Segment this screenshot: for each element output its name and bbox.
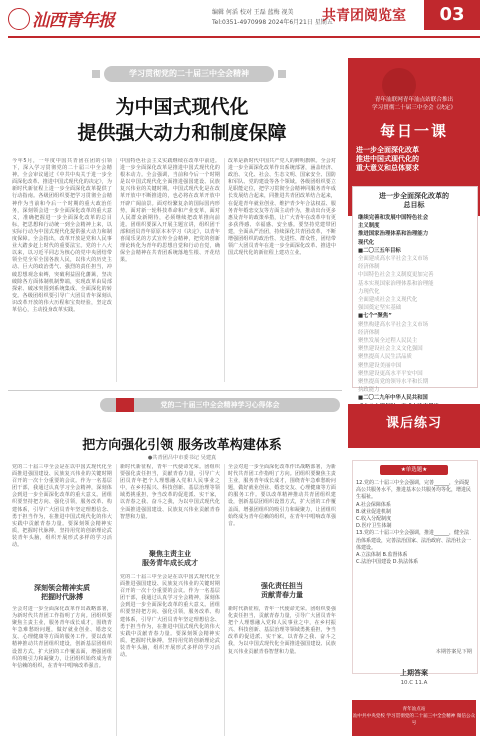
- daily-lesson-item: 现代化: [358, 239, 375, 246]
- article2-column-1b: 全会对进一步全面深化改革作出战略部署，为新时代共青团工作指明了方向。团组织要聚焦主责主业，服务青年成长成才，围绕青年急难愁盼问题，做好就业创业、婚恋交友、心理健康等方面的服务工作。要以改革精神推动共青团组织建设，创新基层团组织设置方式，扩大团的工作覆盖面，增强团组织的吸引力和凝聚力，让团组织始终成为青年信赖的组织，在青年中唱响改革强音。: [12, 606, 112, 669]
- daily-lesson-theme: 进一步全面深化改革 推进中国式现代化的 重大意义和总体要求: [356, 146, 419, 172]
- section-title: 共青团阅览室: [322, 8, 406, 24]
- quiz-questions: 12.党的二十届三中全会强调，完善______，全面提高公共服务水平，推进基本公共服务均等化，增进民生福祉。 A.社会保障体系 B.就业促进机制 C.收入分配制度 D.医疗卫生体制 13.党的二十届三中全会强调，推进______，健全法治体系建设，完善法治国家、法治政府、法治社会一体建设。 A.立法体制 B.监督体系 C.法治中国建设 D.执法体系: [356, 480, 472, 566]
- daily-lesson-item: 聚焦建设社会主义文化强国: [358, 346, 423, 353]
- daily-lesson-item: ■二〇二九年中华人民共和国: [358, 395, 428, 402]
- article2-banner-tag: [116, 398, 134, 412]
- daily-lesson-item: 聚焦提高党的领导水平和长期: [358, 379, 429, 386]
- article2-column-3: 全会对进一步全面深化改革作出战略部署，为新时代共青团工作指明了方向。团组织要聚焦主责主业，服务青年成长成才，围绕青年急难愁盼问题，做好就业创业、婚恋交友、心理健康等方面的服务工作。要以改革精神推动共青团组织建设，创新基层团组织设置方式，扩大团的工作覆盖面，增强团组织的吸引力和凝聚力，让团组织始终成为青年信赖的组织，在青年中唱响改革强音。: [228, 464, 336, 527]
- daily-lesson-item: 强国奠定坚实基础: [358, 305, 402, 312]
- daily-lesson-item: 中国特色社会主义制度更加完善: [358, 272, 434, 279]
- article1-column-1: 今年5月，一年度中国共青团在团的引领下，深入学习贯彻党的二十届三中全会精神。全会审议通过《中共中央关于进一步全面深化改革、推进中国式现代化的决定》，为新时代新征程上进一步全面深化改革提供了行动指南。各级团组织要把学习贯彻全会精神作为当前和今后一个时期的重大政治任务，深刻领会进一步全面深化改革的重大意义，准确把握进一步全面深化改革的总目标，把思想和行动统一到全会精神上来，以实际行动为中国式现代化提供强大动力和制度保障。全会指出，改革开放是党和人民事业大踏步赶上时代的重要法宝。党的十八大以来，以习近平同志为核心的党中央团结带领全党全军全国各族人民，以伟大的历史主动、巨大的政治勇气、强烈的责任担当，冲破思想观念束缚，突破利益固化藩篱，坚决破除各方面体制机制弊端，实现改革由局部探索、破冰突围到系统集成、全面深化的转变。各级团组织要引导广大团员青年深刻认识改革开放的伟大历程和宝贵经验，坚定改革信心，主动投身改革实践。: [12, 158, 112, 313]
- column-divider: [116, 464, 117, 736]
- article2-column-2b: 党的二十届三中全会是在以中国式现代化全面推进强国建设、民族复兴伟业的关键时期召开的一次十分重要的会议。作为一名基层团干部，我通过认真学习全会精神，深刻体会到进一步全面深化改革的重大意义。团组织要坚持把方向、强化引领，服务改革、构建体系，引导广大团员青年坚定理想信念、勇于担当作为，在推进中国式现代化的伟大实践中贡献青春力量。要深刻领会精神实质，把握时代脉搏，坚持用党的创新理论武装青年头脑，组织开展形式多样的学习活动。: [120, 574, 220, 659]
- article2-column-3b: 新时代新征程，青年一代使命光荣。团组织要强化责任担当，贡献青春力量，引导广大团员青年把个人理想融入党和人民事业之中，在乡村振兴、科技创新、基层治理等领域勇挑重担，争当改革的促进派、实干家，以青春之我、奋斗之我，为以中国式现代化全面推进强国建设、民族复兴伟业贡献青春智慧和力量。: [228, 606, 336, 655]
- daily-lesson-item: 全面建成社会主义现代化: [358, 297, 418, 304]
- quiz-answer-note: 本期答案见下期: [435, 649, 472, 655]
- article1-column-3: 改革是新时代中国共产党人的鲜明旗帜。全会对进一步全面深化改革作出系统部署，涵盖经济、政治、文化、社会、生态文明、国家安全、国防和军队、党的建设等各个领域。各级团组织要立足职能定位，把学习贯彻全会精神同服务青年成长发展结合起来，同推进共青团改革结合起来，在促进青年就业创业、维护青少年合法权益、服务青年婚恋交友等方面主动作为，推动出台更多惠及青年的政策举措，让广大青年在改革中有更多获得感、幸福感、安全感。要坚持党建带团建，全面从严治团，持续深化共青团改革，不断增强团组织的政治性、先进性、群众性，团结带领广大团员青年在进一步全面深化改革、推进中国式现代化的新征程上建功立业。: [228, 158, 336, 257]
- daily-lesson-item: 聚焦提高人民生活品质: [358, 354, 412, 361]
- previous-answer: 10.C 11.A: [400, 680, 428, 686]
- banner-deco-right: [278, 70, 286, 78]
- masthead: [8, 6, 126, 40]
- quiz-footer: 青年汕点站 汕中共中央党校 学习贯彻党的二十届三中全会精神 微信公众号: [352, 700, 476, 736]
- daily-lesson-item: 聚焦建设更高水平平安中国: [358, 370, 423, 377]
- article2-subhead-1: 深刻领会精神实质 把握时代脉搏: [34, 584, 90, 601]
- article1-column-2: 中国特色社会主义实践继续在改革中前进。进一步全面深化改革是推进中国式现代化的根本动力。全会强调，当前和今后一个时期是以中国式现代化全面推进强国建设、民族复兴伟业的关键时期。中国式现代化是在改革开放中不断推进的，也必将在改革开放中开辟广阔前景。面对纷繁复杂的国际国内形势，面对新一轮科技革命和产业变革，面对人民群众新期待，必须继续把改革推向前进。团组织要深入开展主题宣讲，组织团干部和团员青年原原本本学习《决定》，以青年喜闻乐见的方式宣传全会精神，把党的创新理论转化为青年的思想自觉和行动自觉，确保全会精神在共青团系统落地生根、开花结果。: [120, 158, 220, 264]
- daily-lesson-item: 全面建成高水平社会主义市场: [358, 256, 429, 263]
- quiz-title: 课后练习: [385, 416, 442, 431]
- article2-byline: ●共青团吕中市委书记 吴建真: [147, 455, 217, 461]
- daily-lesson-item: 经济体制: [358, 264, 380, 271]
- daily-lesson-item: 聚焦发展全过程人民民主: [358, 338, 418, 345]
- article1-headline: 为中国式现代化 提供强大动力和制度保障: [77, 96, 287, 144]
- daily-lesson-series: 青年汕联网青年汕点站联合推出 学习贯彻二十届三中全会《决定》: [372, 97, 456, 111]
- daily-lesson-title: 每日一课: [379, 122, 448, 140]
- header-date: Tel:0351-4970998 2024年6月21日 星期五: [212, 19, 333, 26]
- header-divider: [8, 36, 480, 38]
- header-editors: 编辑 何滔 校对 王磊 蓝梅 视美: [212, 9, 294, 16]
- section-divider: [8, 390, 342, 391]
- page-number: 03: [424, 0, 480, 30]
- banner-deco-left: [92, 70, 100, 78]
- daily-lesson-item: 聚焦构建高水平社会主义市场: [358, 321, 429, 328]
- column-divider: [224, 158, 225, 382]
- daily-lesson-item: ■二〇三五年目标: [358, 247, 401, 254]
- article2-column-2: 新时代新征程，青年一代使命光荣。团组织要强化责任担当，贡献青春力量，引导广大团员青年把个人理想融入党和人民事业之中，在乡村振兴、科技创新、基层治理等领域勇挑重担，争当改革的促进派、实干家，以青春之我、奋斗之我，为以中国式现代化全面推进强国建设、民族复兴伟业贡献青春智慧和力量。: [120, 464, 220, 520]
- daily-lesson-item: 经济体制: [358, 329, 380, 336]
- daily-lesson-item: 力现代化: [358, 288, 380, 295]
- daily-lesson-item: 基本实现国家治理体系和治理能: [358, 280, 434, 287]
- article2-banner: 党的二十届三中全会精神学习心得体会: [100, 398, 340, 412]
- daily-lesson-item: 主义制度: [358, 223, 380, 230]
- quiz-label: ★单选题★: [380, 465, 448, 475]
- masthead-seal-icon: [8, 8, 30, 30]
- daily-lesson-item: 继续完善和发展中国特色社会: [358, 215, 429, 221]
- masthead-title: 汕西青年报: [32, 11, 115, 31]
- article2-headline: 把方向强化引领 服务改革构建体系: [82, 438, 282, 453]
- daily-lesson-list: [358, 214, 470, 419]
- daily-lesson-item: 聚焦建设美丽中国: [358, 362, 402, 369]
- article2-subhead-2: 聚焦主责主业 服务青年成长成才: [142, 550, 198, 567]
- daily-lesson-item: 执政能力: [358, 387, 380, 394]
- daily-lesson-card-title: 进一步全面深化改革的 总目标: [379, 192, 449, 209]
- article2-subhead-3: 强化责任担当 贡献青春力量: [261, 582, 303, 599]
- article1-banner: 学习贯彻党的二十届三中全会精神: [104, 66, 274, 82]
- previous-answer-title: 上期答案: [400, 669, 428, 677]
- daily-lesson-item: 推进国家治理体系和治理能力: [358, 231, 429, 238]
- daily-lesson-item: ■七个“聚焦”: [358, 313, 392, 320]
- column-divider: [116, 158, 117, 382]
- article2-column-1: 党的二十届三中全会是在以中国式现代化全面推进强国建设、民族复兴伟业的关键时期召开的一次十分重要的会议。作为一名基层团干部，我通过认真学习全会精神，深刻体会到进一步全面深化改革的重大意义。团组织要坚持把方向、强化引领，服务改革、构建体系，引导广大团员青年坚定理想信念、勇于担当作为，在推进中国式现代化的伟大实践中贡献青春力量。要深刻领会精神实质，把握时代脉搏，坚持用党的创新理论武装青年头脑，组织开展形式多样的学习活动。: [12, 464, 112, 549]
- column-divider: [224, 464, 225, 736]
